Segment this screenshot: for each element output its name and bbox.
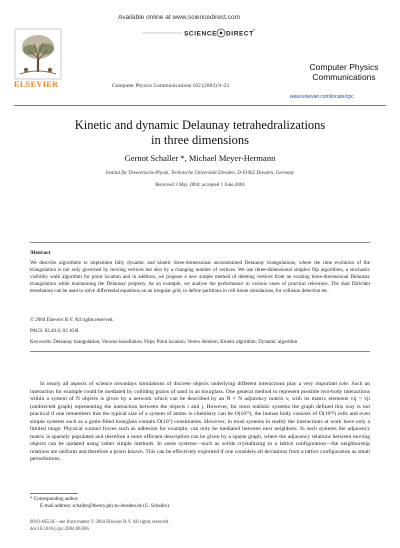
journal-url-link[interactable]: www.elsevier.com/locate/cpc bbox=[290, 94, 354, 100]
article-title bbox=[30, 118, 370, 148]
front-matter-notice: 0010-4655/$ – see front matter © 2004 Elsevier B.V. All rights reserved. bbox=[30, 520, 170, 525]
header-rule bbox=[14, 105, 386, 106]
available-online-text: Available online at www.sciencedirect.com bbox=[118, 14, 240, 21]
received-dates: Received 3 May 2004; accepted 1 June 2004 bbox=[155, 183, 245, 188]
abstract-copyright: © 2004 Elsevier B.V. All rights reserved. bbox=[30, 317, 114, 323]
affiliation: Institut für Theoretische Physik, Technische Universität Dresden, D-01062 Dresden, Germany bbox=[105, 171, 295, 176]
keywords: Keywords: Delaunay triangulation; Voronoi tessellation; Flips; Point location; Vertex deletion; Kinetic algorithm; Dynamic algorithm bbox=[30, 340, 298, 345]
sciencedirect-logo bbox=[142, 26, 260, 40]
title-line1: Kinetic and dynamic Delaunay tetrahedralizations bbox=[74, 118, 326, 132]
body-text bbox=[30, 381, 370, 464]
elsevier-wordmark: ELSEVIER bbox=[14, 80, 59, 89]
journal-name-line1: Computer Physics bbox=[309, 62, 379, 72]
footnote-rule bbox=[30, 493, 78, 494]
title-line2: in three dimensions bbox=[151, 133, 249, 147]
elsevier-tree-logo-icon bbox=[14, 28, 62, 80]
pacs-codes: PACS: 02.40.S; 02.10.R bbox=[30, 329, 79, 334]
sd-logo-mark-icon bbox=[217, 29, 225, 37]
journal-name-line2: Communications bbox=[312, 72, 376, 82]
abstract-rule-top bbox=[30, 242, 370, 243]
journal-name bbox=[296, 62, 392, 82]
body-paragraph: In nearly all aspects of science nowadays simulations of discrete objects underlying different interactions play a very important role. Such an interaction for example could be mediated by colliding grains of sand in an hourglass. One general method to represent possible two-body interactions within a system of N objects is given by a network which can be described by an N × N adjacency matrix v, with its matrix elements vij = vji (undirected graph) representing the interaction between the objects i and j. However, for most realistic systems the graph defined this way is not practical if one remembers that the typical size of a system of atoms in chemistry can be O(10²³), the human body consists of O(10¹⁸) cells and even simple systems such as a grain-filled hourglass contain O(10⁷) constituents. However, in most systems in reality the interactions at work have only a limited range. Physical contact forces such as adhesion for example, can only be mediated between next neighbors. In such systems the adjacency matrix is sparsely populated and therefore a more efficient description can be given by a sparse graph, where the adjacency relations between moving objects can be updated using rather simple methods. In some systems—such as solids crystallizing in a lattice configuration—the neighborship relations are uniform and therefore a priori known. This can be effectively exploited if one considers all deviations from a lattice configuration as small perturbations. bbox=[30, 381, 370, 463]
footnote-email: E-mail address: schaller@theory.phy.tu-dresden.de (G. Schaller). bbox=[40, 504, 171, 509]
sd-logo-right: DIRECT bbox=[226, 30, 254, 38]
abstract-text: We describe algorithms to implement fully dynamic and kinetic three-dimensional unconstrained Delaunay triangulations, where the time evolution of the triangulation is not only governed by moving vertices but also by a changing number of vertices. We use three-dimensional simplex flip algorithms, a stochastic visibility walk algorithm for point location and in addition, we propose a new simple method of deleting vertices from an existing three-dimensional Delaunay triangulation while maintaining the Delaunay property. As an example, we analyse the performance in various cases of practical relevance. The dual Dirichlet tessellation can be used to solve differential equations on an irregular grid, to define partitions in cell tissue simulations, for collision detection etc. bbox=[30, 260, 370, 294]
sd-logo-registered: ® bbox=[253, 28, 256, 32]
footnote-corresponding: * Corresponding author. bbox=[30, 497, 79, 502]
abstract-rule-bottom bbox=[30, 351, 370, 352]
doi: doi:10.1016/j.cpc.2004.06.066 bbox=[30, 527, 89, 532]
abstract-heading: Abstract bbox=[30, 250, 51, 256]
authors: Gernot Schaller *, Michael Meyer-Hermann bbox=[124, 153, 276, 163]
journal-issue: Computer Physics Communications 162 (2004) 9–23 bbox=[112, 83, 230, 89]
sd-logo-left: SCIENCE bbox=[184, 30, 218, 38]
